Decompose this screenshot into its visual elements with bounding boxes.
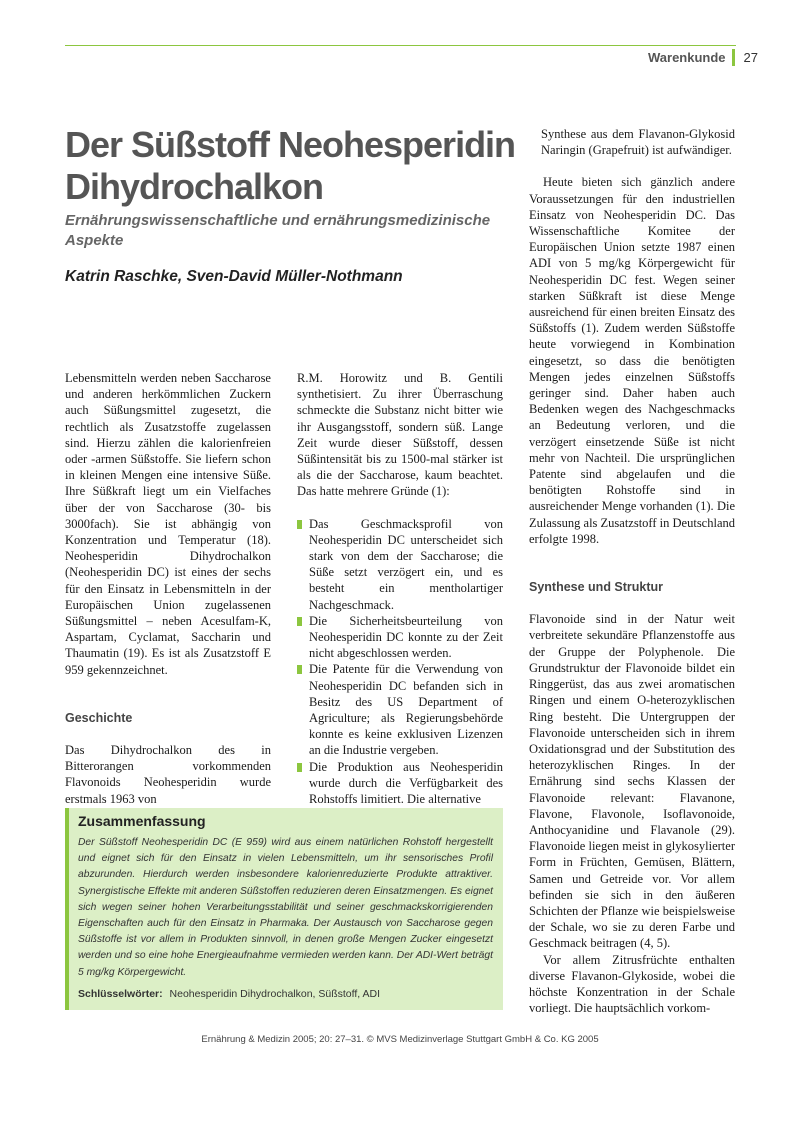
header-rule	[65, 45, 736, 46]
list-item-continuation: Synthese aus dem Flavanon-Glykosid Naringin (Grapefruit) ist aufwändiger.	[541, 127, 735, 158]
article-title: Der Süßstoff Neohesperidin Dihydrochalkon	[65, 124, 516, 207]
reasons-list	[297, 516, 503, 808]
list-item: Die Produktion aus Neohesperidin wurde durch die Verfügbarkeit des Rohstoffs limitiert. Die alternative	[297, 759, 503, 808]
paragraph: Heute bieten sich gänzlich andere Voraussetzungen für den industriellen Einsatz von Neohesperidin DC. Das Wissenschaftliche Komitee der Europäischen Union setzte 1987 einen ADI von 5 mg/kg Körpergewicht für Neohesperidin DC fest. Wegen seiner starken Süßkraft ist diese Menge ausreichend für einen breiten Einsatz des Süßstoffs (1). Zudem werden Süßstoffe heute vorwiegend in Kombination eingesetzt, so dass die benötigten Mengen jedes einzelnen Süßstoffs geringer sind. Daher haben auch Bedenken wegen des Nachgeschmacks an Bedeutung verloren, und die verzögert einsetzende Süße ist nicht mehr von Nachteil. Die ursprünglichen Patente sind abgelaufen und die benötigten Rohstoffe sind in ausreichender Menge vorhanden (1). Die Zulassung als Zusatzstoff in Deutschland erfolgte 1998.	[529, 175, 735, 546]
column-3	[529, 126, 735, 1016]
running-head	[648, 47, 758, 67]
article-subtitle: Ernährungswissenschaftliche und ernährungsmedizinische Aspekte	[65, 212, 491, 249]
summary-heading: Zusammenfassung	[78, 813, 206, 829]
keywords-label: Schlüsselwörter:	[78, 987, 163, 1000]
keywords-line	[78, 988, 493, 1000]
intro-paragraph: Lebensmitteln werden neben Saccharose und anderen herkömmlichen Zuckern auch Süßungsmittel zugesetzt, die rechtlich als Zusatzstoffe zugelassen sind. Hierzu zählen die kalorienfreien oder -armen Süßstoffe. Sie liefern schon in kleinen Mengen eine intensive Süße. Ihre Süßkraft liegt um ein Vielfaches über der von Saccharose (30- bis 3000fach). Sie ist abhängig von Konzentration und Temperatur (18). Neohesperidin Dihydrochalkon (Neohesperidin DC) ist eines der sechs für den Einsatz in Lebensmitteln in der Europäischen Union zugelassenen Süßungsmittel – neben Acesulfam-K, Aspartam, Cyclamat, Saccharin und Thaumatin (19). Es ist als Zusatzstoff E 959 gekennzeichnet.	[65, 371, 271, 677]
history-paragraph: Das Dihydrochalkon des in Bitterorangen vorkommenden Flavonoids Neohesperidin wurde erstmals 1963 von	[65, 743, 271, 806]
column-1	[65, 370, 271, 807]
summary-box	[65, 808, 503, 1010]
column-2	[297, 370, 503, 807]
summary-text: Der Süßstoff Neohesperidin DC (E 959) wird aus einem natürlichen Rohstoff hergestellt und eignet sich für den Einsatz in vielen Lebensmitteln, um ihr sensorisches Profil abzurunden. Hierdurch werden insbesondere kalorienreduzierte Produkte attraktiver. Synergistische Effekte mit anderen Süßstoffen reduzieren deren Einsatzmengen. Es eignet sich wegen seiner hohen Verarbeitungsstabilität und seiner geschmackskorrigierenden Eigenschaften auch für den Einsatz in Pharmaka. Der Austausch von Saccharose gegen Süßstoffe ist vor allem in Produkten sinnvoll, in denen große Mengen Zucker eingesetzt werden und so eine hohe Energieaufnahme vermieden werden kann. Der ADI-Wert beträgt 5 mg/kg Körpergewicht.	[78, 837, 493, 978]
list-item: Die Sicherheitsbeurteilung von Neohesperidin DC konnte zu der Zeit nicht abgeschlossen werden.	[297, 613, 503, 662]
section-heading-synthese: Synthese und Struktur	[529, 580, 664, 595]
page-number: 27	[743, 49, 758, 65]
section-bar	[732, 49, 735, 66]
list-item: Das Geschmacksprofil von Neohesperidin DC unterscheidet sich stark von dem der Saccharose; die Süße setzt verzögert ein, und es besteht ein mentholartiger Nachgeschmack.	[297, 516, 503, 613]
article-authors: Katrin Raschke, Sven-David Müller-Nothmann	[65, 268, 403, 285]
history-continued-paragraph: R.M. Horowitz und B. Gentili synthetisiert. Zu ihrer Überraschung schmeckte die Substanz nicht bitter wie ihr Ausgangsstoff, sondern süß. Lange Zeit wurde dieser Süßstoff, dessen Süßintensität bis zu 1500-mal stärker ist als die der Saccharose, kaum beachtet. Das hatte mehrere Gründe (1):	[297, 371, 503, 499]
paragraph: Vor allem Zitrusfrüchte enthalten diverse Flavanon-Glykoside, wobei die höchste Konzentration in der Schale vorliegt. Die hauptsächlich vorkom-	[529, 952, 735, 1016]
paragraph: Flavonoide sind in der Natur weit verbreitete sekundäre Pflanzenstoffe aus der Gruppe der Polyphenole. Die Grundstruktur der Flavonoide bildet ein Ringgerüst, das aus zwei aromatischen Ringen und einem O-heterozyklischen Ring besteht. Die Untergruppen der Flavonoide unterscheiden sich in ihrem Oxidationsgrad und der Substitution des heterozyklischen Ringes. In der Ernährung sind sechs Klassen der Flavonoide relevant: Flavanone, Flavone, Flavonole, Isoflavonoide, Anthocyanidine und Flavanole (29). Flavonoide liegen meist in glykosylierter Form in Früchten, Gemüsen, Blättern, Samen und Getreide vor. Vor allem befinden sie sich in den äußeren Schichten der Pflanze wie beispielsweise der Schale, wo sie zu deren Farbe und Geschmack beitragen (4, 5).	[529, 612, 735, 951]
citation-footer: Ernährung & Medizin 2005; 20: 27–31. © MVS Medizinverlage Stuttgart GmbH & Co. KG 2005	[201, 1034, 599, 1045]
keywords-value: Neohesperidin Dihydrochalkon, Süßstoff, ADI	[169, 987, 381, 1000]
section-label: Warenkunde	[648, 49, 726, 65]
section-heading-geschichte: Geschichte	[65, 710, 133, 725]
list-item: Die Patente für die Verwendung von Neohesperidin DC befanden sich in Besitz des US Department of Agriculture; als Regierungsbehörde konnte es keine exklusiven Lizenzen an die Industrie vergeben.	[297, 661, 503, 758]
